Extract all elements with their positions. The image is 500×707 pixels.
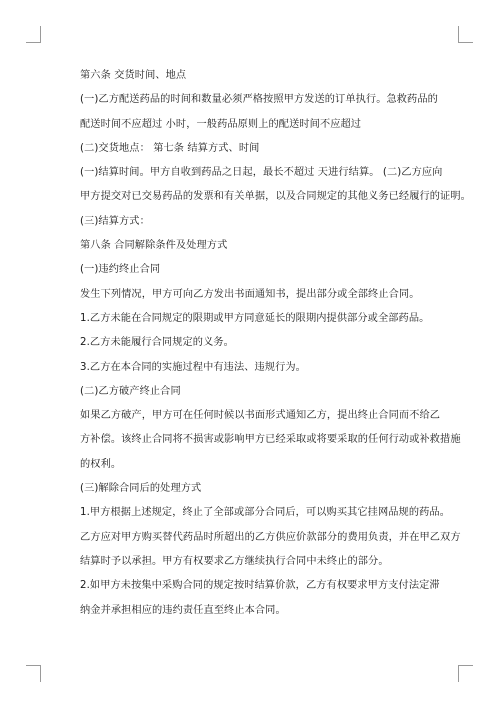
crop-mark-top-left xyxy=(26,26,41,43)
list-item: 1.甲方根据上述规定，终止了全部或部分合同后，可以购买其它挂网品规的药品。 xyxy=(80,507,450,519)
list-item: 2.如甲方未按集中采购合同的规定按时结算价款，乙方有权要求甲方支付法定滞 xyxy=(80,580,440,592)
paragraph-line: (二)交货地点： 第七条 结算方式、时间 xyxy=(80,142,260,154)
crop-mark-bottom-right xyxy=(458,665,473,682)
subsection-heading: (二)乙方破产终止合同 xyxy=(80,385,181,397)
subsection-heading: (三)解除合同后的处理方式 xyxy=(80,483,202,495)
list-item: 2.乙方未能履行合同规定的义务。 xyxy=(80,337,234,349)
section-heading-8: 第八条 合同解除条件及处理方式 xyxy=(80,240,228,252)
paragraph-line: 如果乙方破产，甲方可在任何时候以书面形式通知乙方，提出终止合同而不给乙 xyxy=(80,410,441,422)
section-heading-6: 第六条 交货时间、地点 xyxy=(80,70,187,81)
paragraph-line: 的权利。 xyxy=(80,458,122,470)
paragraph-line: (一)结算时间。甲方自收到药品之日起，最长不超过 天进行结算。 (二)乙方应向 xyxy=(80,167,443,179)
list-item: 1.乙方未能在合同规定的限期或甲方同意延长的限期内提供部分或全部药品。 xyxy=(80,312,430,324)
crop-mark-bottom-left xyxy=(26,665,41,682)
paragraph-line: 乙方应对甲方购买替代药品时所超出的乙方供应价款部分的费用负责，并在甲乙双方 xyxy=(80,531,461,543)
paragraph-line: (一)乙方配送药品的时间和数量必须严格按照甲方发送的订单执行。急救药品的 xyxy=(80,94,438,106)
list-item: 3.乙方在本合同的实施过程中有违法、违规行为。 xyxy=(80,361,306,373)
paragraph-line: (三)结算方式： xyxy=(80,215,150,227)
document-body xyxy=(80,64,471,623)
paragraph-line: 甲方提交对已交易药品的发票和有关单据，以及合同规定的其他义务已经履行的证明。 xyxy=(80,191,471,203)
paragraph-line: 方补偿。该终止合同将不损害或影响甲方已经采取或将要采取的任何行动或补救措施 xyxy=(80,434,461,446)
paragraph-line: 配送时间不应超过 小时，一般药品原则上的配送时间不应超过 xyxy=(80,118,362,130)
paragraph-line: 发生下列情况，甲方可向乙方发出书面通知书，提出部分或全部终止合同。 xyxy=(80,288,420,300)
paragraph-line: 结算时予以承担。甲方有权要求乙方继续执行合同中未终止的部分。 xyxy=(80,555,389,567)
subsection-heading: (一)违约终止合同 xyxy=(80,264,161,276)
crop-mark-top-right xyxy=(458,26,473,43)
paragraph-line: 纳金并承担相应的违约责任直至终止本合同。 xyxy=(80,604,286,616)
